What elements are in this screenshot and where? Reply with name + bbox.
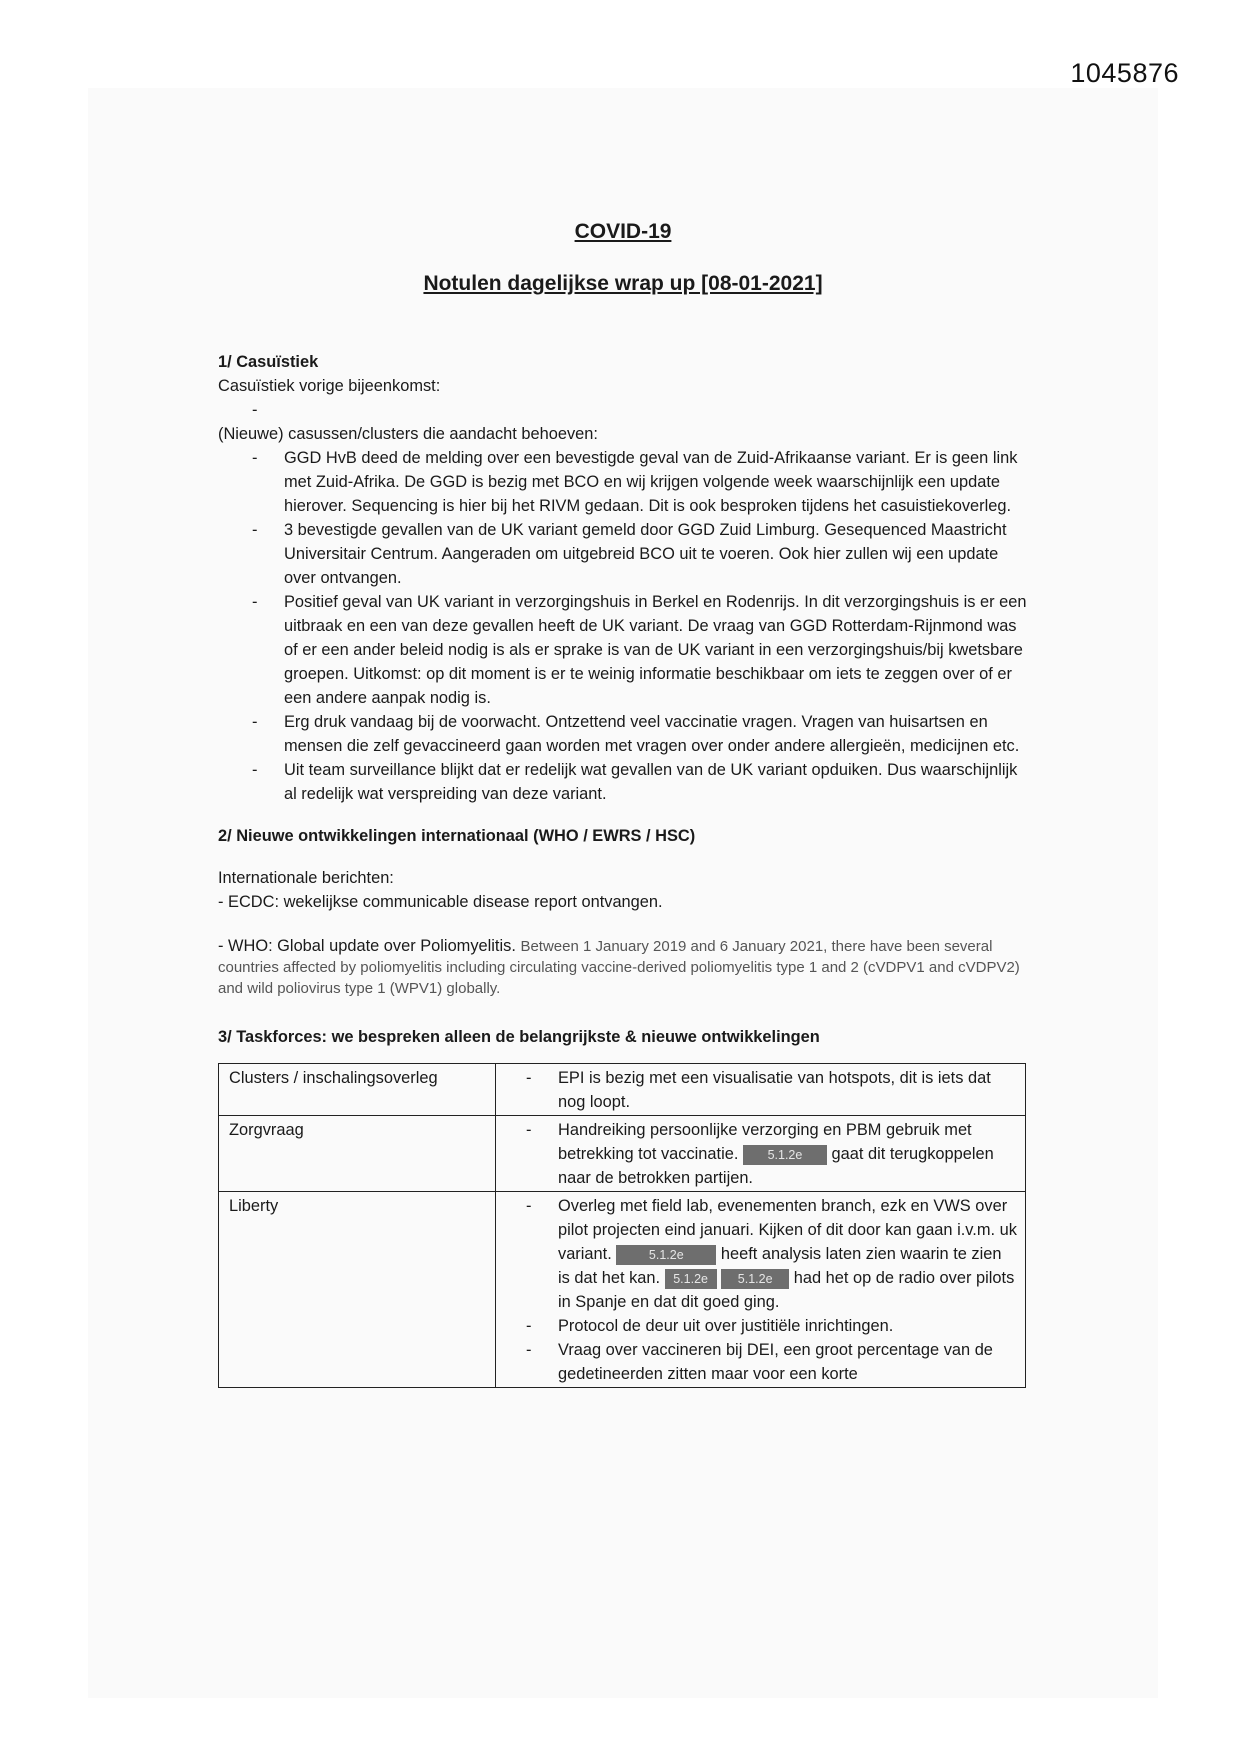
case-list xyxy=(218,446,1028,806)
list-item: - GGD HvB deed de melding over een bevestigde geval van de Zuid-Afrikaanse variant. Er is geen link met Zuid-Afrika. De GGD is bezig met BCO en wij krijgen volgende week waarschijnlijk een update hierover. Sequencing is hier bij het RIVM gedaan. Dit is ook besproken tijdens het casuistiekoverleg. xyxy=(252,446,1028,518)
section-3-heading: 3/ Taskforces: we bespreken alleen de belangrijkste & nieuwe ontwikkelingen xyxy=(218,1028,820,1046)
list-item: - Erg druk vandaag bij de voorwacht. Ontzettend veel vaccinatie vragen. Vragen van huisartsen en mensen die zelf gevaccineerd gaan worden met vragen over onder andere allergieën, medicijnen etc. xyxy=(252,710,1028,758)
empty-list-item: - xyxy=(252,401,258,419)
previous-cases-label: Casuïstiek vorige bijeenkomst: xyxy=(218,377,441,395)
list-item: - EPI is bezig met een visualisatie van hotspots, dit is iets dat nog loopt. xyxy=(526,1066,1017,1114)
list-item: - 3 bevestigde gevallen van de UK variant gemeld door GGD Zuid Limburg. Gesequenced Maastricht Universitair Centrum. Aangeraden om uitgebreid BCO uit te voeren. Ook hier zullen wij een update over ontvangen. xyxy=(252,518,1028,590)
list-item: - Handreiking persoonlijke verzorging en PBM gebruik met betrekking tot vaccinatie. 5.1.2e gaat dit terugkoppelen naar de betrokken partijen. xyxy=(526,1118,1017,1190)
document-body xyxy=(218,218,1028,1388)
redaction-box: 5.1.2e xyxy=(721,1269,789,1289)
international-messages-label: Internationale berichten: xyxy=(218,869,394,887)
document-subtitle: Notulen dagelijkse wrap up [08-01-2021] xyxy=(423,272,823,295)
list-item: - Uit team surveillance blijkt dat er redelijk wat gevallen van de UK variant opduiken. Dus waarschijnlijk al redelijk wat verspreiding van deze variant. xyxy=(252,758,1028,806)
list-item: - Vraag over vaccineren bij DEI, een groot percentage van de gedetineerden zitten maar voor een korte xyxy=(526,1338,1017,1386)
new-cases-label: (Nieuwe) casussen/clusters die aandacht behoeven: xyxy=(218,425,598,443)
list-item: - Overleg met field lab, evenementen branch, ezk en VWS over pilot projecten eind januari. Kijken of dit door kan gaan i.v.m. uk variant. 5.1.2e heeft analysis laten zien waarin te zien is dat het kan. 5.1.2e 5.1.2e had het op de radio over pilots in Spanje en dat dit goed ging. xyxy=(526,1194,1017,1314)
taskforce-name: Clusters / inschalingsoverleg xyxy=(219,1064,496,1116)
section-1-heading: 1/ Casuïstiek xyxy=(218,353,319,371)
table-row xyxy=(219,1064,1026,1116)
ecdc-item: - ECDC: wekelijkse communicable disease report ontvangen. xyxy=(218,893,663,911)
section-2-heading: 2/ Nieuwe ontwikkelingen internationaal (WHO / EWRS / HSC) xyxy=(218,827,696,845)
table-row xyxy=(219,1116,1026,1192)
redaction-box: 5.1.2e xyxy=(665,1269,717,1289)
who-item xyxy=(218,936,1028,999)
taskforce-name: Zorgvraag xyxy=(219,1116,496,1192)
document-title: COVID-19 xyxy=(574,220,672,243)
who-lead: - WHO: Global update over Poliomyelitis. xyxy=(218,937,516,955)
taskforce-table xyxy=(218,1063,1026,1388)
table-row xyxy=(219,1192,1026,1388)
taskforce-name: Liberty xyxy=(219,1192,496,1388)
who-text: Between 1 January 2019 and 6 January 2021, there have been several countries affected by poliomyelitis including circulating vaccine-derived poliomyelitis type 1 and 2 (cVDPV1 and cVDPV2) and wild poliovirus type 1 (WPV1) globally. xyxy=(218,938,1020,997)
list-item: - Positief geval van UK variant in verzorgingshuis in Berkel en Rodenrijs. In dit verzorgingshuis is er een uitbraak en een van deze gevallen heeft de UK variant. De vraag van GGD Rotterdam-Rijnmond was of er een ander beleid nodig is als er sprake is van de UK variant in een verzorgingshuis/bij kwetsbare groepen. Uitkomst: op dit moment is er te weinig informatie beschikbaar om iets te zeggen over of er een andere aanpak nodig is. xyxy=(252,590,1028,710)
redaction-box: 5.1.2e xyxy=(743,1145,827,1165)
list-item: - Protocol de deur uit over justitiële inrichtingen. xyxy=(526,1314,1017,1338)
redaction-box: 5.1.2e xyxy=(616,1245,716,1265)
document-id: 1045876 xyxy=(1070,58,1179,88)
